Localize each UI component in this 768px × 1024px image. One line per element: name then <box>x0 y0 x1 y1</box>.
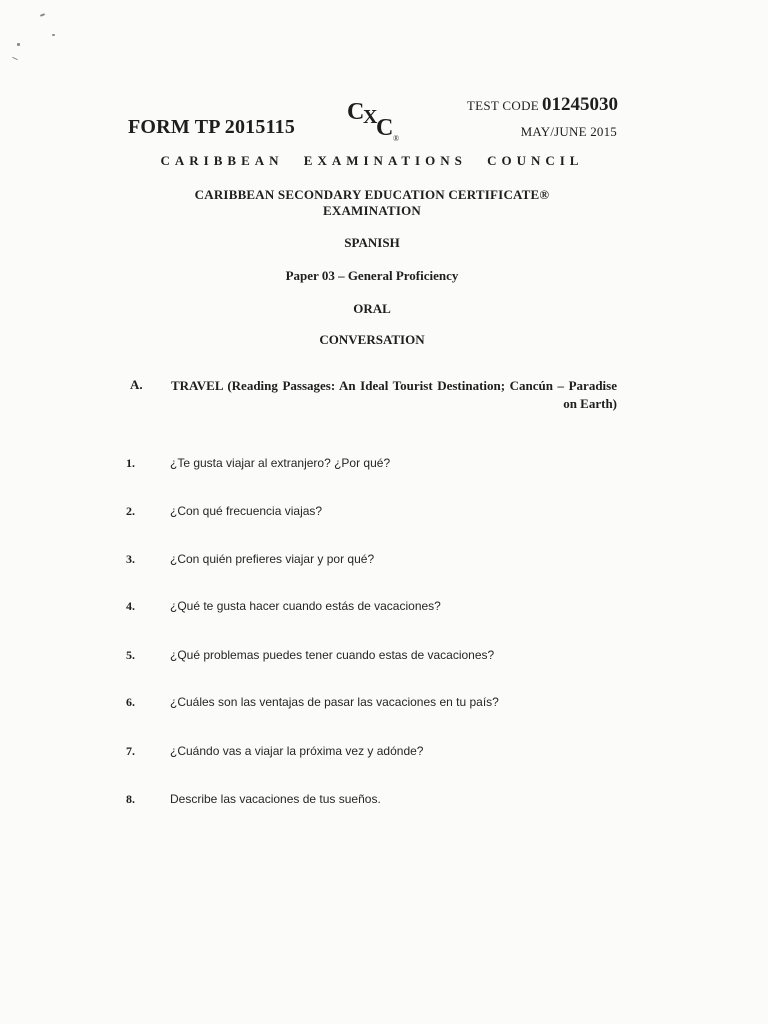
question-number: 5. <box>126 648 135 662</box>
question-number: 6. <box>126 695 135 709</box>
question-item <box>0 744 768 764</box>
question-text: Describe las vacaciones de tus sueños. <box>170 792 381 806</box>
certificate-line: CARIBBEAN SECONDARY EDUCATION CERTIFICATE® <box>194 187 550 202</box>
paper-title: Paper 03 – General Proficiency <box>285 268 459 283</box>
form-number: FORM TP 2015115 <box>128 116 296 138</box>
section-title: CONVERSATION <box>319 332 425 347</box>
question-number: 2. <box>126 504 135 518</box>
question-text: ¿Te gusta viajar al extranjero? ¿Por qué? <box>170 456 391 470</box>
question-item <box>0 504 768 524</box>
question-number: 4. <box>126 599 135 613</box>
mode-title: ORAL <box>353 301 391 316</box>
question-number: 8. <box>126 792 135 806</box>
subject-title: SPANISH <box>344 235 400 250</box>
exam-session: MAY/JUNE 2015 <box>520 124 617 139</box>
council-name: CARIBBEAN EXAMINATIONS COUNCIL <box>160 153 584 168</box>
question-number: 1. <box>126 456 135 470</box>
question-text: ¿Con qué frecuencia viajas? <box>170 504 323 518</box>
question-number: 7. <box>126 744 135 758</box>
certificate-line: EXAMINATION <box>322 203 422 218</box>
question-item <box>0 792 768 812</box>
question-text: ¿Con quién prefieres viajar y por qué? <box>170 552 375 566</box>
question-text: ¿Qué te gusta hacer cuando estás de vacaciones? <box>170 599 441 613</box>
registered-mark: ® <box>393 134 400 143</box>
question-item <box>0 695 768 715</box>
logo-letter: X <box>363 106 378 128</box>
question-number: 3. <box>126 552 135 566</box>
question-item <box>0 599 768 619</box>
question-item <box>0 552 768 572</box>
topic-title: TRAVEL (Reading Passages: An Ideal Tourist Destination; Cancún – Paradise on Earth) <box>171 378 617 411</box>
logo-letter: C <box>376 115 394 141</box>
logo-letter: C <box>347 99 365 125</box>
test-code-label: TEST CODE <box>466 98 539 113</box>
question-item <box>0 456 768 476</box>
question-text: ¿Qué problemas puedes tener cuando estas de vacaciones? <box>170 648 495 662</box>
question-text: ¿Cuáles son las ventajas de pasar las vacaciones en tu país? <box>170 695 499 709</box>
question-text: ¿Cuándo vas a viajar la próxima vez y adónde? <box>170 744 424 758</box>
question-item <box>0 648 768 668</box>
test-code-value: 01245030 <box>542 94 618 115</box>
topic-letter: A. <box>130 377 143 392</box>
